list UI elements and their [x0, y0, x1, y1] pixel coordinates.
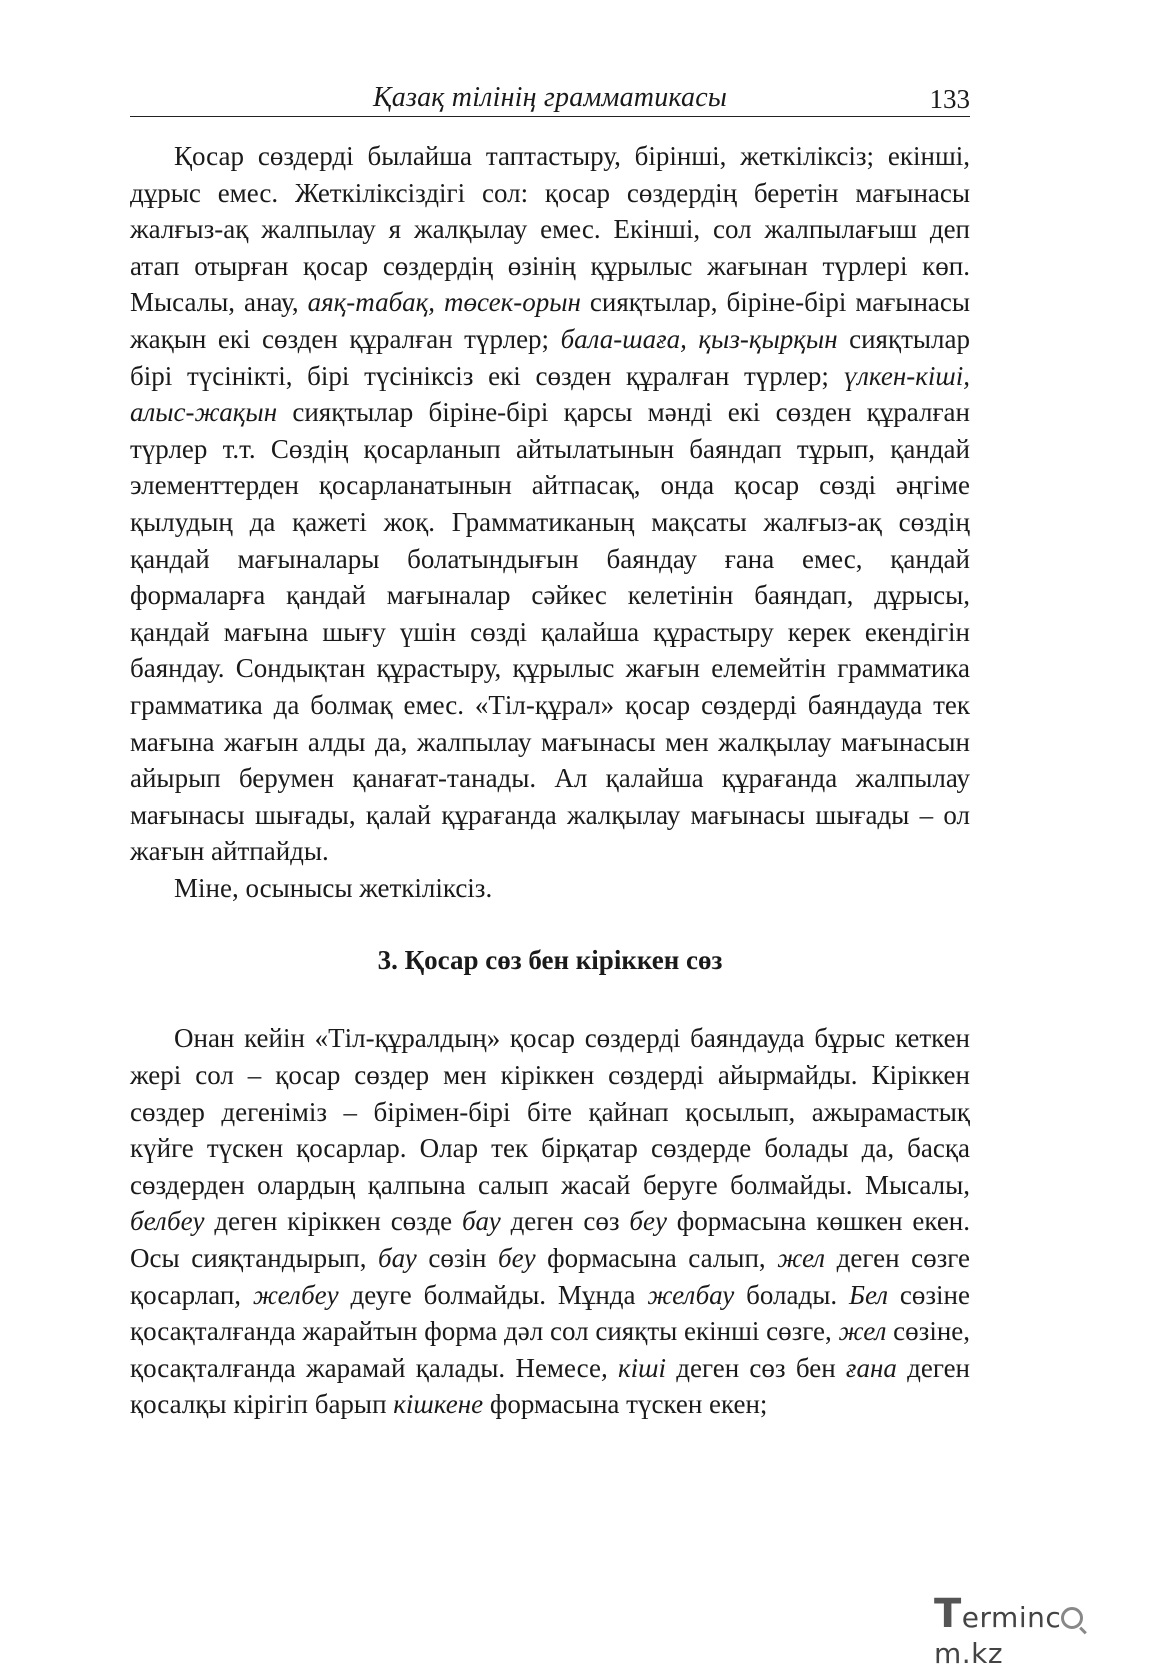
- watermark-t: T: [934, 1591, 962, 1637]
- italic-run: үлкен-кіші, алыс-жақын: [130, 360, 970, 428]
- italic-run: , кіші: [600, 1352, 667, 1383]
- page-number: 133: [929, 84, 970, 114]
- italic-run: беу: [498, 1243, 536, 1274]
- text-run: сөзіне қосақталғанда жарайтын форма дәл сол сияқты екінші сөзге,: [130, 1279, 970, 1347]
- watermark-text: m.kz: [934, 1637, 1004, 1670]
- italic-run: аяқ-табақ, төсек-орын: [307, 287, 581, 318]
- running-header: [130, 82, 970, 117]
- text-run: деген кіріккен сөзде: [204, 1206, 462, 1237]
- text-run: болады.: [734, 1279, 850, 1310]
- italic-run: бала-шаға, қыз-қырқын: [560, 323, 838, 354]
- italic-run: бау: [461, 1206, 501, 1237]
- italic-run: белбеу: [130, 1206, 205, 1237]
- text-run: формасына түскен екен;: [483, 1389, 768, 1420]
- italic-run: Бел: [849, 1279, 889, 1310]
- paragraph-1: [130, 138, 970, 870]
- text-run: деуге болмайды. Мұнда: [338, 1279, 648, 1310]
- italic-run: желбеу: [252, 1279, 339, 1310]
- italic-run: жел: [838, 1316, 887, 1347]
- italic-run: желбау: [647, 1279, 735, 1310]
- watermark-text: erminc: [961, 1601, 1062, 1634]
- text-run: Онан кейін «Тіл-құралдың» қосар сөздерді баяндауда бұрыс кеткен жері сол – қосар сөздер мен кіріккен сөздерді айырмайды. Кіріккен сөздер дегеніміз – бірімен-бірі біте қайнап қосылып, ажырамастық күйге түскен қосарлар. Олар тек бірқатар сөздерде болады да, басқа сөздерден олардың қалпына салып жасай беруге болмайды. Мысалы,: [130, 1023, 970, 1200]
- italic-run: бау: [378, 1243, 417, 1274]
- italic-run: кішкене: [393, 1389, 484, 1420]
- text-run: сияқтылар бірі түсінікті, бірі түсініксіз екі сөзден құралған түрлер;: [130, 323, 970, 391]
- paragraph-2: Міне, осынысы жеткіліксіз.: [174, 872, 493, 903]
- italic-run: ғана: [845, 1352, 897, 1383]
- magnifier-icon: [1061, 1607, 1083, 1629]
- text-run: Қосар сөздерді былайша таптастыру, бірінші, жеткіліксіз; екінші, дұрыс емес. Жеткіліксіздігі сол: қосар сөздердің беретін мағынасы жалғыз-ақ жалпылау я жалқылау емес. Екінші, сол жалпылағыш деп атап отырған қосар сөздердің өзінің құрылыс жағынан түрлері көп. Мысалы, анау,: [130, 141, 970, 318]
- italic-run: жел: [777, 1243, 826, 1274]
- paragraph-3: [130, 1020, 970, 1423]
- text-run: формасына көшкен екен. Осы сияқтандырып,: [130, 1206, 971, 1274]
- section-heading: 3. Қосар сөз бен кіріккен сөз: [377, 945, 723, 976]
- page-body: [130, 138, 970, 1423]
- text-run: деген сөзге қосарлап,: [130, 1243, 970, 1310]
- text-run: сияқтылар біріне-бірі қарсы мәнді екі сөзден құралған түрлер т.т. Сөздің қосарланып айтылатынын баяндап тұрып, қандай элементтерден қосарланатынын айтпасақ, онда қосар сөзді әңгіме қылудың да қажеті жоқ. Грамматиканың мақсаты жалғыз-ақ сөздің қандай мағыналары болатындығын баяндау ғана емес, қандай формаларға қандай мағыналар сәйкес келетінін баяндап, дұрысы, қандай мағына шығу үшін сөзді қалайша құрастыру керек екендігін баяндау. Сондықтан құрастыру, құрылыс жағын елемейтін грамматика грамматика да болмақ емес. «Тіл-құрал» қосар сөздерді баяндауда тек мағына жағын алды да, жалпылау мағынасы мен жалқылау мағынасын айырып берумен қанағат-танады. Ал қалайша құрағанда жалпылау мағынасы шығады, қалай құрағанда жалқылау мағынасы шығады – ол жағын айтпайды.: [130, 397, 970, 867]
- text-run: сияқтылар, біріне-бірі мағынасы жақын екі сөзден құралған түрлер;: [130, 287, 970, 354]
- italic-run: беу: [629, 1206, 667, 1237]
- text-run: формасына салып,: [535, 1243, 778, 1274]
- text-run: деген сөз бен: [666, 1352, 846, 1383]
- text-run: сөзіне, қосақталғанда жарамай қалады. Немесе: [130, 1316, 970, 1383]
- running-title: Қазақ тілінің грамматикасы: [372, 82, 728, 113]
- text-run: деген қосалқы кірігіп барып: [130, 1352, 970, 1420]
- termincom-watermark-logo: [934, 1591, 1144, 1670]
- text-run: деген сөз: [500, 1206, 630, 1237]
- text-run: сөзін: [416, 1243, 499, 1274]
